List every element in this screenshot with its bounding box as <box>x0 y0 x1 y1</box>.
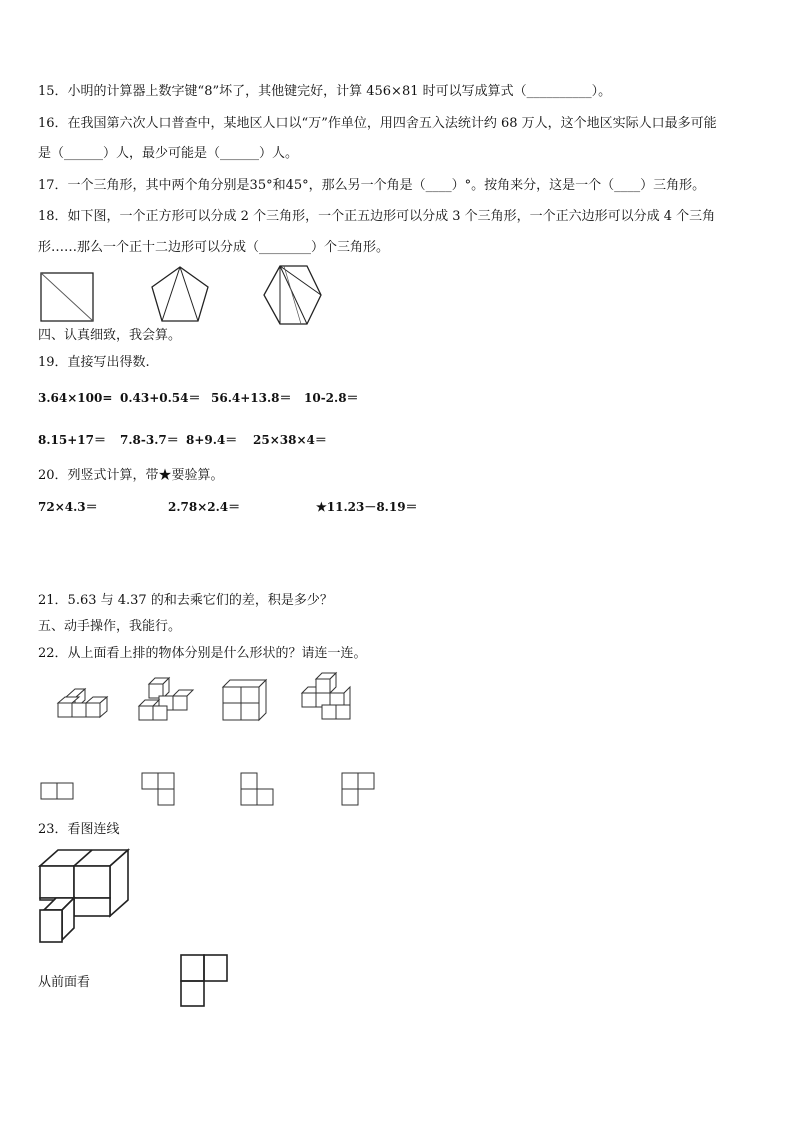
vertical-calc-item: ★11.23－8.19＝ <box>316 500 418 514</box>
calc-item: 3.64×100= <box>38 391 113 405</box>
calc-item: 8.15+17＝ <box>38 433 106 447</box>
question-21: 21．5.63 与 4.37 的和去乘它们的差，积是多少？ <box>38 593 333 608</box>
question-18-line-1: 18．如下图，一个正方形可以分成 2 个三角形，一个正五边形可以分成 3 个三角形，一个正六边形可以分成 4 个三角 <box>38 209 716 224</box>
question-16-line-1: 16．在我国第六次人口普查中，某地区人口以“万”作单位，用四舍五入法统计约 68 万人，这个地区实际人口最多可能 <box>38 116 717 131</box>
calc-item: 25×38×4＝ <box>253 433 327 447</box>
square-divided-figure <box>40 272 96 324</box>
top-view-option-1[interactable] <box>40 782 76 802</box>
cube-stack-figure-1 <box>55 688 105 724</box>
calc-item: 10-2.8＝ <box>304 391 359 405</box>
top-view-option-2[interactable] <box>141 772 177 808</box>
calc-item: 7.8-3.7＝ <box>120 433 179 447</box>
section-4-heading: 四、认真细致，我会算。 <box>38 328 182 343</box>
top-view-option-3[interactable] <box>240 772 276 808</box>
calc-item: 0.43+0.54＝ <box>120 391 201 405</box>
calc-item: 56.4+13.8＝ <box>211 391 292 405</box>
front-view-option[interactable] <box>180 954 230 1008</box>
cube-stack-figure-2 <box>137 676 189 726</box>
question-23: 23．看图连线 <box>38 822 120 837</box>
question-20: 20．列竖式计算，带★要验算。 <box>38 468 224 483</box>
block-3d-figure <box>40 848 132 946</box>
question-16-line-2: 是（______）人，最少可能是（______）人。 <box>38 146 299 161</box>
cube-stack-figure-4 <box>300 671 356 725</box>
cube-stack-figure-3 <box>221 679 267 723</box>
section-5-heading: 五、动手操作，我能行。 <box>38 619 182 634</box>
question-17: 17．一个三角形，其中两个角分别是35°和45°，那么另一个角是（____）°。按角来分，这是一个（____）三角形。 <box>38 178 706 193</box>
question-22: 22．从上面看上排的物体分别是什么形状的？请连一连。 <box>38 646 367 661</box>
question-18-line-2: 形……那么一个正十二边形可以分成（________）个三角形。 <box>38 240 390 255</box>
calc-item: 8+9.4＝ <box>186 433 238 447</box>
question-15: 15．小明的计算器上数字键“8”坏了，其他键完好，计算 456×81 时可以写成算式（__________）。 <box>38 84 612 99</box>
vertical-calc-item: 72×4.3＝ <box>38 500 98 514</box>
top-view-option-4[interactable] <box>341 772 377 808</box>
question-19: 19．直接写出得数. <box>38 355 150 370</box>
vertical-calc-item: 2.78×2.4＝ <box>168 500 241 514</box>
question-23-label: 从前面看 <box>38 975 91 990</box>
pentagon-divided-figure <box>150 266 210 324</box>
hexagon-divided-figure <box>261 264 323 326</box>
